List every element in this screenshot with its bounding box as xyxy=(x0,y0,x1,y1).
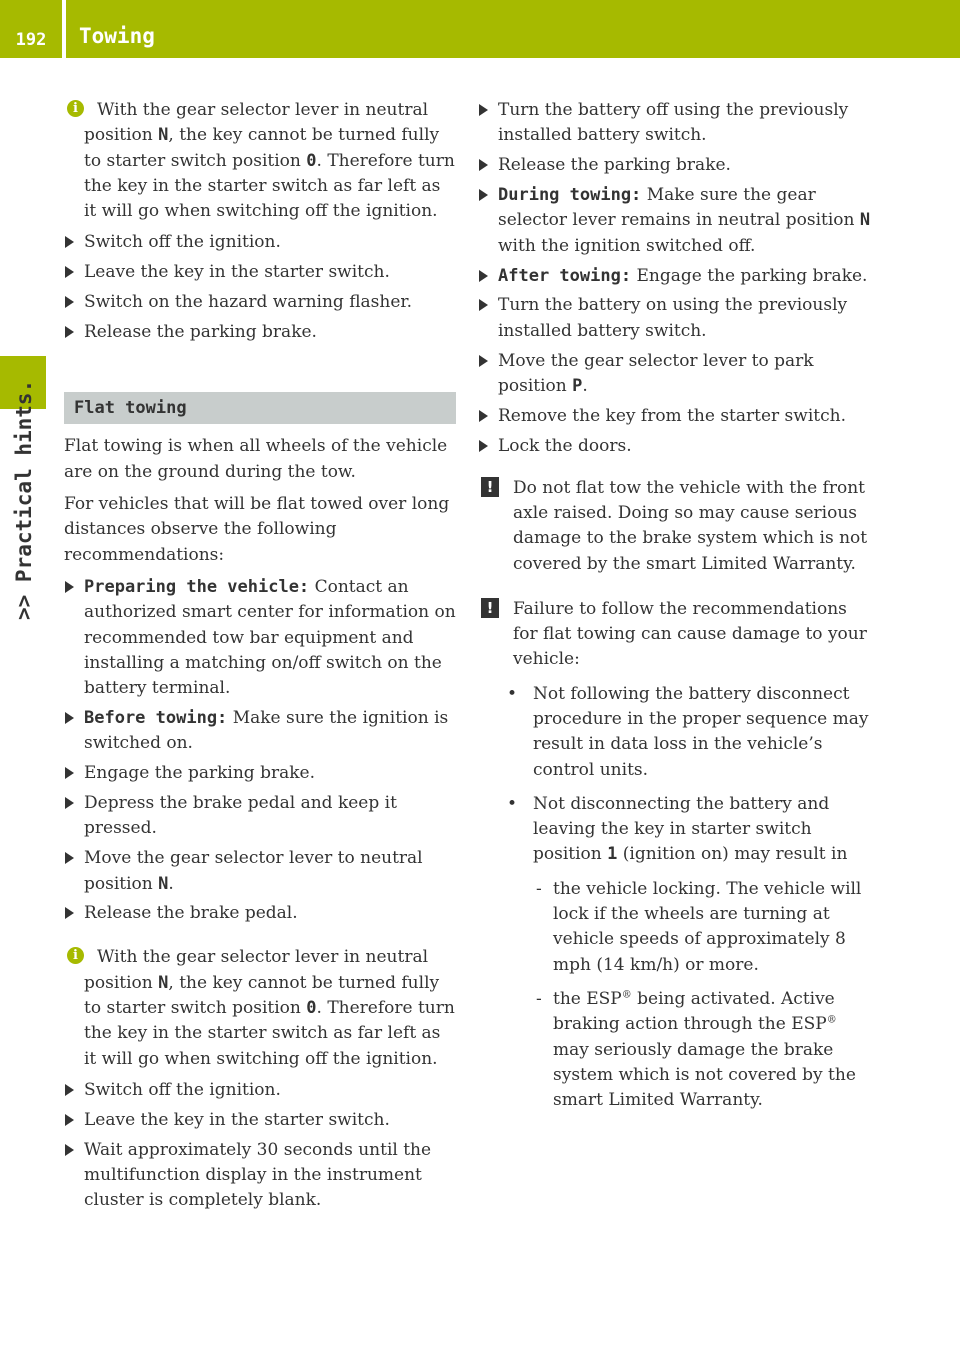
step-item: Release the parking brake. xyxy=(478,153,872,178)
triangle-arrow-icon xyxy=(65,236,74,248)
triangle-arrow-icon xyxy=(65,296,74,308)
step-item: Engage the parking brake. xyxy=(64,761,456,786)
triangle-arrow-icon xyxy=(479,410,488,422)
chapter-label: >> Practical hints. xyxy=(12,379,36,620)
exclamation-icon: ! xyxy=(481,598,499,618)
page-header xyxy=(0,0,960,58)
warning-note: ! Failure to follow the recommendations for flat towing can cause damage to your vehicle: xyxy=(478,597,872,673)
section-heading: Flat towing xyxy=(64,392,456,424)
page-number: 192 xyxy=(15,30,47,50)
triangle-arrow-icon xyxy=(65,852,74,864)
triangle-arrow-icon xyxy=(65,581,74,593)
page-title: Towing xyxy=(79,24,155,48)
step-item: Move the gear selector lever to neutral position N. xyxy=(64,846,456,897)
bullet-dot-icon: • xyxy=(507,683,518,704)
triangle-arrow-icon xyxy=(65,1114,74,1126)
bullet-dot-icon: • xyxy=(507,793,518,814)
right-column xyxy=(478,98,872,1122)
triangle-arrow-icon xyxy=(479,299,488,311)
bullet-item: • Not following the battery disconnect procedure in the proper sequence may result in data loss in the vehicle’s control units. xyxy=(507,683,869,780)
step-item: Release the brake pedal. xyxy=(64,901,456,926)
dash-item: - the vehicle locking. The vehicle will lock if the wheels are turning at vehicle speeds of approximately 8 mph (14 km/h) or more. xyxy=(536,878,862,975)
triangle-arrow-icon xyxy=(65,326,74,338)
step-item: Turn the battery on using the previously installed battery switch. xyxy=(478,293,872,344)
step-item: During towing: Make sure the gear selector lever remains in neutral position N with the ignition switched off. xyxy=(478,183,872,259)
paragraph: Flat towing is when all wheels of the vehicle are on the ground during the tow. xyxy=(64,436,448,482)
step-item: Remove the key from the starter switch. xyxy=(478,404,872,429)
triangle-arrow-icon xyxy=(65,907,74,919)
step-item: After towing: Engage the parking brake. xyxy=(478,264,872,289)
info-note: i With the gear selector lever in neutral position N, the key cannot be turned fully to starter switch position 0. Therefore turn the key in the starter switch as far left as it will go when switching off the ignition. xyxy=(64,945,456,1071)
step-item: Leave the key in the starter switch. xyxy=(64,1108,456,1133)
triangle-arrow-icon xyxy=(65,767,74,779)
step-item: Release the parking brake. xyxy=(64,320,456,345)
step-item: Turn the battery off using the previously installed battery switch. xyxy=(478,98,872,149)
info-icon: i xyxy=(67,947,84,964)
triangle-arrow-icon xyxy=(479,355,488,367)
left-column xyxy=(64,98,456,1218)
step-item: Preparing the vehicle: Contact an authorized smart center for information on recommended tow bar equipment and installing a matching on/off switch on the battery terminal. xyxy=(64,575,456,701)
bullet-item: • Not disconnecting the battery and leaving the key in starter switch position 1 (ignition on) may result in xyxy=(507,793,848,865)
dash-icon: - xyxy=(536,878,542,899)
header-divider xyxy=(62,0,66,58)
paragraph: For vehicles that will be flat towed over long distances observe the following recommendations: xyxy=(64,494,450,565)
step-item: Leave the key in the starter switch. xyxy=(64,260,456,285)
exclamation-icon: ! xyxy=(481,477,499,497)
step-item: Switch off the ignition. xyxy=(64,1078,456,1103)
step-item: Lock the doors. xyxy=(478,434,872,459)
triangle-arrow-icon xyxy=(479,270,488,282)
triangle-arrow-icon xyxy=(65,797,74,809)
dash-item: - the ESP® being activated. Active braking action through the ESP® may seriously damage the brake system which is not covered by the smart Limited Warranty. xyxy=(536,988,856,1111)
step-item: Depress the brake pedal and keep it pressed. xyxy=(64,791,456,842)
warning-note: ! Do not flat tow the vehicle with the front axle raised. Doing so may cause serious damage to the brake system which is not covered by the smart Limited Warranty. xyxy=(478,476,872,577)
step-item: Move the gear selector lever to park position P. xyxy=(478,349,872,400)
triangle-arrow-icon xyxy=(479,159,488,171)
info-note: i With the gear selector lever in neutral position N, the key cannot be turned fully to starter switch position 0. Therefore turn the key in the starter switch as far left as it will go when switching off the ignition. xyxy=(64,98,456,224)
info-icon: i xyxy=(67,100,84,117)
triangle-arrow-icon xyxy=(65,266,74,278)
triangle-arrow-icon xyxy=(479,440,488,452)
triangle-arrow-icon xyxy=(479,104,488,116)
dash-icon: - xyxy=(536,988,542,1009)
step-item: Switch on the hazard warning flasher. xyxy=(64,290,456,315)
triangle-arrow-icon xyxy=(65,1084,74,1096)
triangle-arrow-icon xyxy=(65,1144,74,1156)
step-item: Wait approximately 30 seconds until the multifunction display in the instrument cluster is completely blank. xyxy=(64,1138,456,1214)
step-item: Switch off the ignition. xyxy=(64,230,456,255)
triangle-arrow-icon xyxy=(65,712,74,724)
step-item: Before towing: Make sure the ignition is switched on. xyxy=(64,706,456,757)
triangle-arrow-icon xyxy=(479,189,488,201)
